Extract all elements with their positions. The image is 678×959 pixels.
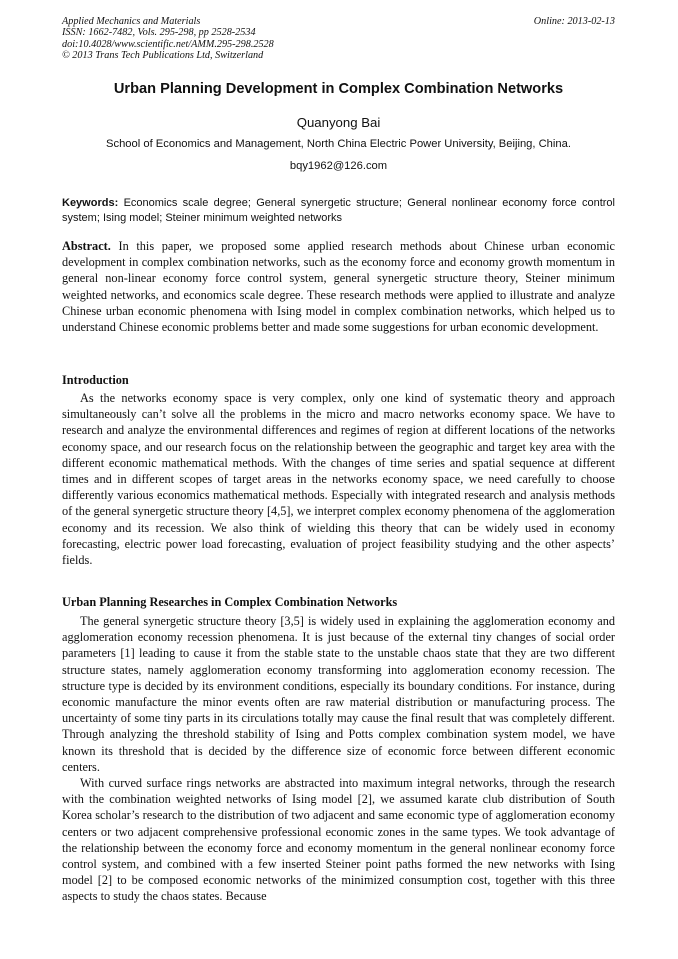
section-paragraph: The general synergetic structure theory [3,5] is widely used in explaining the agglomeration economy and agglomeration economy recession phenomena. It is just because of the external tiny changes of social order parameters [1] leading to cause it from the stable state to the unstable chaos state that they are two different structure states, namely agglomeration economy transforming into agglomeration economy recession. The structure type is decided by its environment conditions, especially its boundary conditions. For instance, during economic manufacture the minor events often are raw material distribution or manufacturing process. The uncertainty of some tiny parts in its circulations totally may cause the final result that was completely different. Through analyzing the threshold stability of Ising and Potts complex combination system model, we have known its threshold that is decided by the difference size of economic force between different economic centers.	[62, 614, 615, 774]
introduction-text: As the networks economy space is very complex, only one kind of systematic theory and approach simultaneously can’t solve all the problems in the micro and macro networks economy space. We have to research and analyze the environmental differences and regimes of region at different locations of the networks economy space, and our research focus on the relationship between the geographic and target key area with the different economic mathematical methods. With the changes of time series and spatial sequence at different times and in different scopes of target areas in the networks economy space, we need carefully to choose differently various economics mathematical methods. Especially with integrated research and analysis methods of the general synergetic structure theory [4,5], we interpret complex economy phenomena of the agglomeration economy and its recession. We also think of wielding this theory that can be widely used in economy forecasting, electric power load forecasting, evaluation of project feasibility studying and the other aspects’ fields.	[62, 391, 615, 568]
journal-header	[62, 16, 615, 62]
keywords-text: Economics scale degree; General synergetic structure; General nonlinear economy force control system; Ising model; Steiner minimum weighted networks	[62, 197, 615, 224]
abstract-label: Abstract.	[62, 239, 111, 253]
author-name: Quanyong Bai	[296, 115, 381, 130]
journal-name: Applied Mechanics and Materials	[62, 16, 201, 27]
doi-line: doi:10.4028/www.scientific.net/AMM.295-298.2528	[62, 38, 274, 50]
paper-title: Urban Planning Development in Complex Combination Networks	[113, 81, 564, 97]
introduction-heading: Introduction	[62, 373, 129, 387]
section-heading-urban-planning: Urban Planning Researches in Complex Combination Networks	[62, 595, 398, 609]
copyright-line: © 2013 Trans Tech Publications Ltd, Switzerland	[62, 50, 264, 62]
author-affiliation: School of Economics and Management, North China Electric Power University, Beijing, China.	[106, 138, 571, 150]
keywords-label: Keywords:	[62, 197, 119, 209]
keywords-block	[62, 196, 615, 225]
section-urban-planning-body	[62, 613, 615, 905]
issn-line: ISSN: 1662-7482, Vols. 295-298, pp 2528-2534	[62, 27, 256, 39]
online-date: Online: 2013-02-13	[533, 16, 615, 27]
abstract-block	[62, 238, 615, 335]
section-paragraph: With curved surface rings networks are abstracted into maximum integral networks, through the research with the combination weighted networks of Ising model [2], we assumed karate club distribution of South Korea scholar’s research to the distribution of two adjacent and same economic type of agglomeration economy centers or two adjacent comprehensive professional economic zones in the same types. We took advantage of the relationship between the economy force and economy momentum in the general nonlinear economy force control system, and combined with a few inserted Steiner point paths formed the new networks with Ising model [2] to be composed economic networks of the minimized consumption cost, together with this three aspects to study the chaos states. Because	[62, 776, 615, 904]
author-email[interactable]: bqy1962@126.com	[289, 160, 388, 172]
abstract-text: In this paper, we proposed some applied research methods about Chinese urban economic development in complex combination networks, such as the economy force and economy growth momentum in general non-linear economy force control system, general synergetic structure theory, Steiner minimum weighted networks, and economics scale degree. These research methods were applied to illustrate and analyze Chinese urban economic phenomena with Ising model in complex combination networks, which helped us to understand Chinese economic problems better and made some suggestions for urban economic development.	[62, 239, 615, 335]
